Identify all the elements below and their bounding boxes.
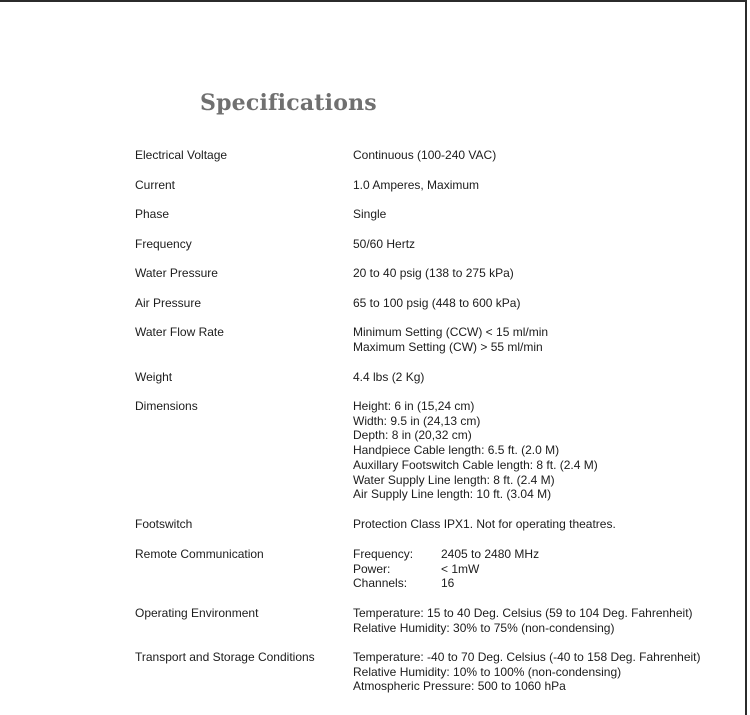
- spec-label: Phase: [135, 207, 170, 221]
- spec-label: Air Pressure: [135, 296, 202, 310]
- spec-value-line: Temperature: -40 to 70 Deg. Celsius (-40 to 158 Deg. Fahrenheit): [353, 650, 701, 664]
- spec-value-line: Auxillary Footswitch Cable length: 8 ft. (2.4 M): [353, 457, 598, 472]
- spec-label: Weight: [135, 370, 173, 384]
- spec-value-line: Temperature: 15 to 40 Deg. Celsius (59 to 104 Deg. Fahrenheit): [353, 606, 693, 620]
- spec-label: Electrical Voltage: [135, 148, 228, 162]
- spec-label: Current: [135, 178, 176, 192]
- spec-label: Remote Communication: [135, 547, 264, 561]
- spec-value-line: Relative Humidity: 30% to 75% (non-condensing): [353, 620, 615, 635]
- spec-value-line: 4.4 lbs (2 Kg): [353, 370, 425, 384]
- spec-value: [353, 606, 725, 635]
- spec-pair-key: Power:: [353, 561, 391, 576]
- spec-pair-key: Frequency:: [353, 547, 414, 561]
- spec-value: [353, 237, 725, 252]
- spec-value: [353, 547, 725, 591]
- spec-value-line: 20 to 40 psig (138 to 275 kPa): [353, 266, 514, 280]
- spec-pair-value: 2405 to 2480 MHz: [441, 547, 540, 561]
- spec-value-line: Protection Class IPX1. Not for operating theatres.: [353, 517, 616, 531]
- spec-value-line: Single: [353, 207, 387, 221]
- spec-value-line: 1.0 Amperes, Maximum: [353, 178, 480, 192]
- spec-label: Water Pressure: [135, 266, 218, 280]
- spec-label: Footswitch: [135, 517, 193, 531]
- spec-value-line: Height: 6 in (15,24 cm): [353, 399, 475, 413]
- spec-value-line: Water Supply Line length: 8 ft. (2.4 M): [353, 472, 555, 487]
- spec-value: [353, 517, 725, 532]
- spec-value: [353, 178, 725, 193]
- spec-pair-key: Channels:: [353, 576, 408, 591]
- spec-label: Dimensions: [135, 399, 198, 413]
- page-title: Specifications: [200, 90, 377, 116]
- spec-value: [353, 370, 725, 385]
- spec-pair-value: 16: [441, 576, 455, 591]
- spec-label: Operating Environment: [135, 606, 259, 620]
- spec-value: [353, 296, 725, 311]
- spec-value-line: Continuous (100-240 VAC): [353, 148, 497, 162]
- spec-value-line: Air Supply Line length: 10 ft. (3.04 M): [353, 487, 552, 502]
- spec-value-line: Maximum Setting (CW) > 55 ml/min: [353, 339, 543, 354]
- spec-value: [353, 650, 725, 694]
- spec-label: Frequency: [135, 237, 192, 251]
- spec-value-line: Atmospheric Pressure: 500 to 1060 hPa: [353, 679, 566, 694]
- spec-value-line: 65 to 100 psig (448 to 600 kPa): [353, 296, 521, 310]
- spec-value-line: Depth: 8 in (20,32 cm): [353, 428, 472, 443]
- spec-value-line: Minimum Setting (CCW) < 15 ml/min: [353, 325, 549, 339]
- spec-value-line: 50/60 Hertz: [353, 237, 416, 251]
- spec-value: [353, 207, 725, 222]
- spec-pair: [353, 576, 725, 591]
- spec-pair-value: < 1mW: [441, 561, 480, 576]
- spec-label: Water Flow Rate: [135, 325, 224, 339]
- spec-value: [353, 325, 725, 354]
- spec-value: [353, 266, 725, 281]
- spec-value: [353, 148, 725, 163]
- spec-value: [353, 399, 725, 502]
- spec-pair: [353, 562, 725, 577]
- spec-value-line: Handpiece Cable length: 6.5 ft. (2.0 M): [353, 443, 560, 458]
- spec-pair: [353, 547, 725, 562]
- spec-label: Transport and Storage Conditions: [135, 650, 315, 664]
- spec-value-line: Width: 9.5 in (24,13 cm): [353, 413, 481, 428]
- spec-value-line: Relative Humidity: 10% to 100% (non-condensing): [353, 664, 622, 679]
